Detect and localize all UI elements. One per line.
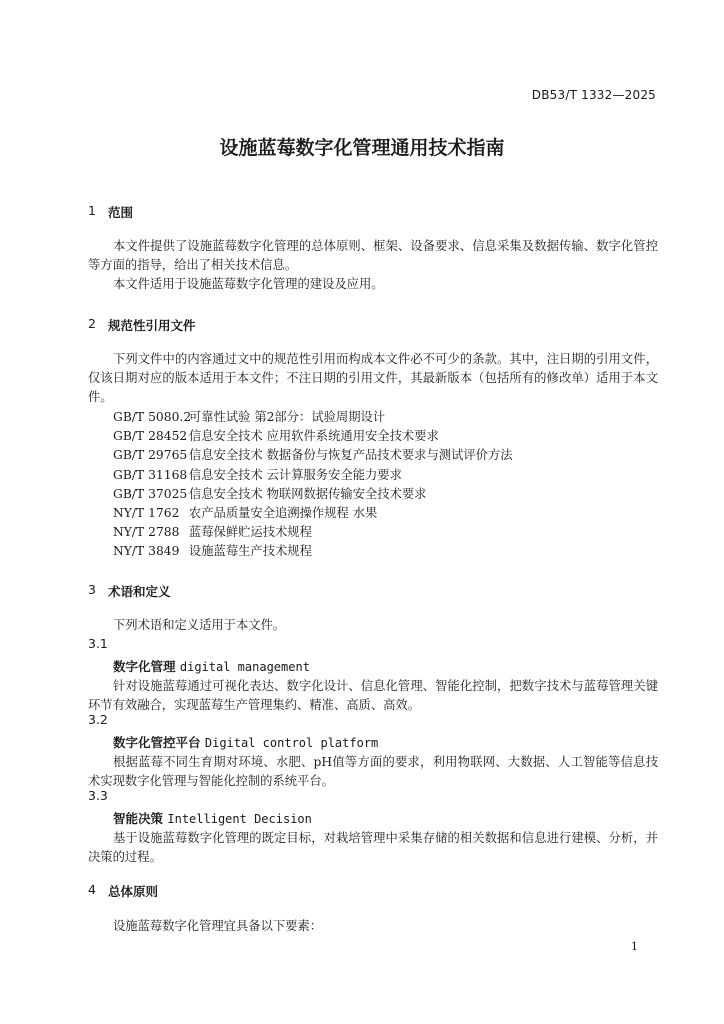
term-definition: 基于设施蓝莓数字化管理的既定目标，对栽培管理中采集存储的相关数据和信息进行建模、分析，并决策的过程。 (88, 831, 658, 864)
section-2-body (88, 350, 658, 407)
section-1-heading (88, 203, 658, 221)
reference-title: 信息安全技术 应用软件系统通用安全技术要求 (188, 429, 439, 444)
reference-item (88, 446, 658, 465)
term-en: Digital control platform (204, 736, 379, 750)
reference-code: NY/T 2788 (113, 525, 180, 540)
section-number: 2 (88, 316, 96, 331)
reference-code: NY/T 1762 (113, 506, 180, 521)
paragraph: 下列文件中的内容通过文中的规范性引用而构成本文件必不可少的条款。其中，注日期的引用文件，仅该日期对应的版本适用于本文件；不注日期的引用文件，其最新版本（包括所有的修改单）适用于本文件。 (88, 352, 658, 404)
term-number: 3.3 (88, 788, 108, 803)
term-definition: 根据蓝莓不同生育期对环境、水肥、pH值等方面的要求，利用物联网、大数据、人工智能等信息技术实现数字化管理与智能化控制的系统平台。 (88, 755, 658, 788)
term-cn: 数字化管控平台 (113, 735, 201, 750)
reference-code: GB/T 31168 (113, 467, 188, 482)
term-en: Intelligent Decision (167, 812, 312, 826)
term-en: digital management (179, 660, 310, 674)
reference-item (88, 542, 658, 561)
term-definition: 针对设施蓝莓通过可视化表达、数字化设计、信息化管理、智能化控制，把数字技术与蓝莓管理关键环节有效融合，实现蓝莓生产管理集约、精准、高质、高效。 (88, 679, 658, 712)
term-heading (88, 733, 658, 751)
standard-number: DB53/T 1332—2025 (531, 88, 656, 102)
section-number: 3 (88, 582, 96, 597)
paragraph: 下列术语和定义适用于本文件。 (113, 618, 286, 632)
reference-title: 可靠性试验 第2部分：试验周期设计 (188, 410, 386, 424)
paragraph: 本文件适用于设施蓝莓数字化管理的建设及应用。 (113, 277, 384, 291)
reference-code: NY/T 3849 (113, 544, 180, 559)
reference-code: GB/T 37025 (113, 486, 188, 501)
paragraph: 本文件提供了设施蓝莓数字化管理的总体原则、框架、设备要求、信息采集及数据传输、数字化管控等方面的指导，给出了相关技术信息。 (88, 239, 658, 272)
reference-code: GB/T 28452 (113, 429, 188, 444)
reference-title: 信息安全技术 云计算服务安全能力要求 (188, 467, 402, 482)
term-cn: 数字化管理 (113, 659, 176, 674)
term-3-1 (88, 636, 658, 715)
section-3-heading (88, 582, 658, 600)
reference-title: 信息安全技术 数据备份与恢复产品技术要求与测试评价方法 (188, 448, 513, 463)
document-title: 设施蓝莓数字化管理通用技术指南 (219, 137, 505, 159)
paragraph: 设施蓝莓数字化管理宜具备以下要素： (113, 919, 323, 933)
section-title: 范围 (108, 205, 134, 220)
reference-title: 农产品质量安全追溯操作规程 水果 (188, 506, 378, 521)
term-heading (88, 809, 658, 827)
reference-item (88, 408, 658, 427)
term-number: 3.1 (88, 636, 108, 651)
section-title: 总体原则 (108, 884, 159, 899)
reference-title: 信息安全技术 物联网数据传输安全技术要求 (188, 486, 427, 501)
section-title: 规范性引用文件 (108, 318, 196, 333)
reference-item (88, 504, 658, 523)
section-number: 4 (88, 882, 96, 897)
term-cn: 智能决策 (113, 811, 164, 826)
term-heading (88, 657, 658, 675)
reference-item (88, 485, 658, 504)
section-4-heading (88, 882, 658, 900)
section-title: 术语和定义 (108, 584, 171, 599)
term-3-2 (88, 712, 658, 791)
page-number: 1 (631, 940, 638, 953)
reference-item (88, 466, 658, 485)
reference-code: GB/T 29765 (113, 448, 188, 463)
reference-title: 蓝莓保鲜贮运技术规程 (188, 525, 312, 540)
term-number: 3.2 (88, 712, 108, 727)
section-3-intro (88, 616, 658, 635)
section-2-heading (88, 316, 658, 334)
section-4-body (88, 917, 658, 936)
section-1-body (88, 237, 658, 294)
reference-list (88, 408, 658, 562)
reference-code: GB/T 5080.2 (113, 410, 192, 424)
reference-item (88, 523, 658, 542)
reference-item (88, 427, 658, 446)
section-number: 1 (88, 203, 96, 218)
reference-title: 设施蓝莓生产技术规程 (188, 544, 312, 559)
term-3-3 (88, 788, 658, 867)
